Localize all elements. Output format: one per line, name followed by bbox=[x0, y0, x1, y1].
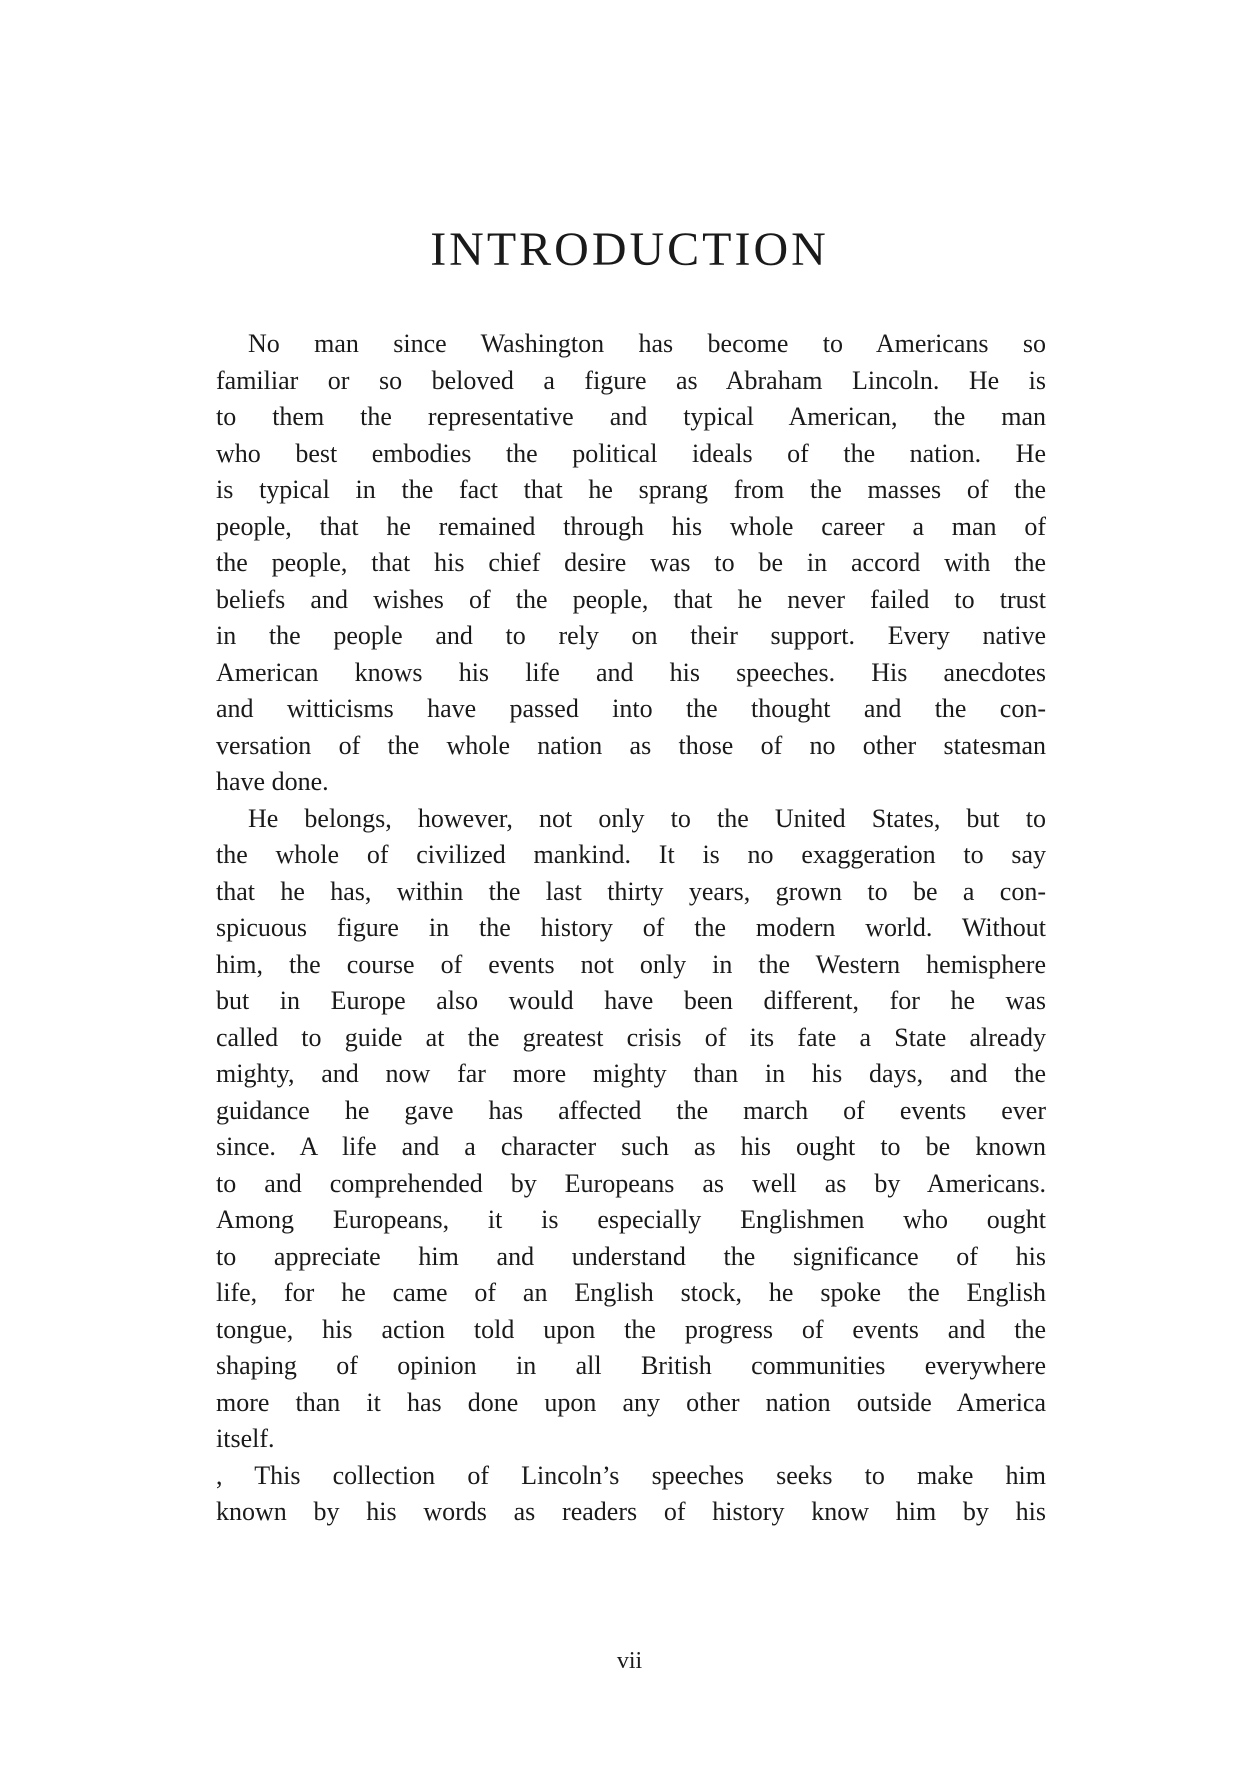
text-line: the people, that his chief desire was to be in accord with the bbox=[216, 548, 1046, 577]
text-line: have done. bbox=[216, 767, 329, 796]
text-line: and witticisms have passed into the thought and the con- bbox=[216, 694, 1046, 723]
text-line: to and comprehended by Europeans as well as by Americans. bbox=[216, 1168, 1046, 1198]
page-title: INTRODUCTION bbox=[430, 223, 829, 276]
text-line: in the people and to rely on their support. Every native bbox=[216, 621, 1046, 650]
text-line: but in Europe also would have been different, for he was bbox=[216, 986, 1046, 1015]
paragraph bbox=[216, 801, 1046, 1458]
paragraph bbox=[216, 1458, 1046, 1531]
text-line: is typical in the fact that he sprang from the masses of the bbox=[216, 475, 1046, 504]
page-number: vii bbox=[616, 1648, 643, 1674]
text-line: , This collection of Lincoln’s speeches seeks to make him bbox=[216, 1460, 1046, 1490]
text-line: to them the representative and typical American, the man bbox=[216, 402, 1046, 431]
text-line: No man since Washington has become to Americans so bbox=[248, 329, 1046, 358]
paragraph bbox=[216, 326, 1046, 801]
text-line: familiar or so beloved a figure as Abraham Lincoln. He is bbox=[216, 365, 1046, 395]
text-line: that he has, within the last thirty years, grown to be a con- bbox=[216, 876, 1046, 906]
text-line: He belongs, however, not only to the United States, but to bbox=[248, 803, 1046, 833]
text-line: more than it has done upon any other nation outside America bbox=[216, 1387, 1046, 1417]
text-line: spicuous figure in the history of the modern world. Without bbox=[216, 913, 1046, 942]
text-line: known by his words as readers of history know him by his bbox=[216, 1497, 1046, 1526]
text-line: versation of the whole nation as those of no other statesman bbox=[216, 730, 1046, 760]
text-line: to appreciate him and understand the significance of his bbox=[216, 1241, 1046, 1271]
text-line: tongue, his action told upon the progress of events and the bbox=[216, 1314, 1046, 1344]
text-line: beliefs and wishes of the people, that he never failed to trust bbox=[216, 584, 1046, 614]
text-line: him, the course of events not only in the Western hemisphere bbox=[216, 949, 1046, 979]
text-line: since. A life and a character such as his ought to be known bbox=[216, 1132, 1046, 1161]
text-line: who best embodies the political ideals of the nation. He bbox=[216, 438, 1046, 468]
text-line: mighty, and now far more mighty than in his days, and the bbox=[216, 1059, 1046, 1088]
text-line: the whole of civilized mankind. It is no exaggeration to say bbox=[216, 840, 1046, 869]
text-line: guidance he gave has affected the march of events ever bbox=[216, 1095, 1046, 1125]
text-line: Among Europeans, it is especially Englishmen who ought bbox=[216, 1205, 1046, 1234]
text-line: shaping of opinion in all British communities everywhere bbox=[216, 1351, 1046, 1380]
text-line: called to guide at the greatest crisis of its fate a State already bbox=[216, 1022, 1046, 1052]
text-line: American knows his life and his speeches. His anecdotes bbox=[216, 657, 1046, 687]
text-line: itself. bbox=[216, 1424, 275, 1453]
text-line: people, that he remained through his whole career a man of bbox=[216, 511, 1046, 541]
body-text bbox=[216, 326, 1046, 1531]
text-line: life, for he came of an English stock, he spoke the English bbox=[216, 1278, 1046, 1307]
